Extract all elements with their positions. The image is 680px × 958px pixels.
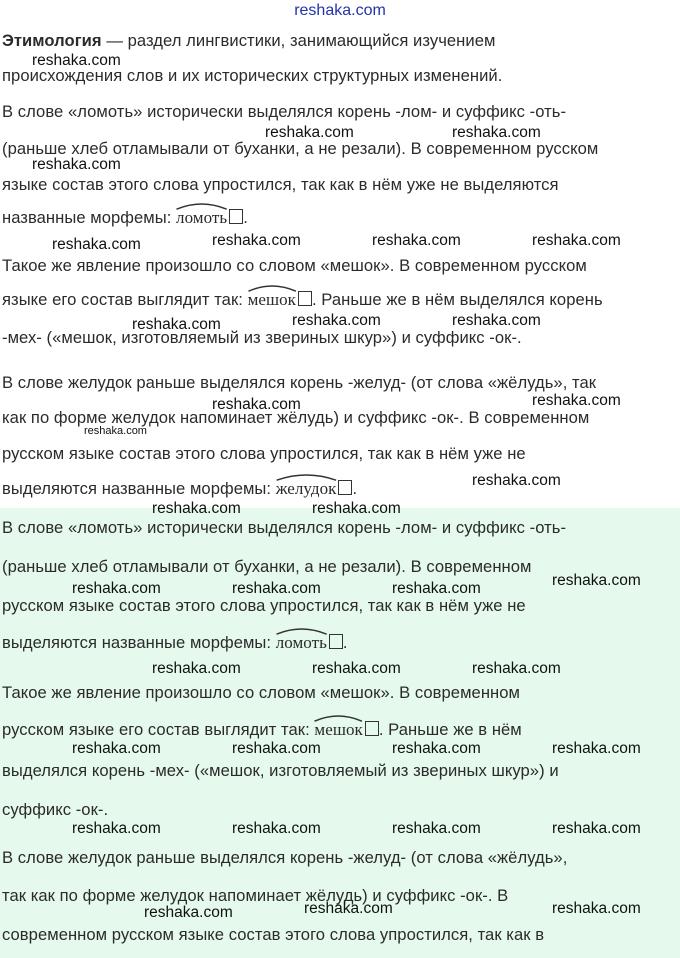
ending-box-icon (229, 209, 243, 224)
watermark: reshaka.com (232, 580, 321, 597)
text-span: . Раньше же в нём (378, 720, 522, 739)
watermark: reshaka.com (372, 232, 461, 249)
watermark: reshaka.com (552, 740, 641, 757)
watermark: reshaka.com (392, 740, 481, 757)
watermark: reshaka.com (212, 396, 301, 413)
text-line: В слове желудок раньше выделялся корень -желуд- (от слова «жёлудь», (2, 848, 568, 867)
text-line: суффикс -ок-. (2, 800, 109, 819)
watermark: reshaka.com (152, 500, 241, 517)
ending-box-icon (338, 480, 352, 495)
ending-box-icon (329, 634, 343, 649)
watermark: reshaka.com (552, 572, 641, 589)
text-span: . (352, 479, 358, 498)
text-span: русском языке его состав выглядит так: (2, 720, 315, 739)
site-header[interactable]: reshaka.com (294, 2, 386, 19)
watermark: reshaka.com (472, 660, 561, 677)
text-line: В слове «ломоть» исторически выделялся корень -лом- и суффикс -оть- (2, 518, 567, 537)
text-line: Такое же явление произошло со словом «мешок». В современном (2, 683, 520, 702)
watermark: reshaka.com (232, 740, 321, 757)
watermark: reshaka.com (452, 124, 541, 141)
watermark: reshaka.com (152, 660, 241, 677)
text-line: русском языке состав этого слова упростился, так как в нём уже не (2, 596, 526, 615)
text-line (2, 479, 357, 499)
watermark: reshaka.com (84, 425, 147, 437)
watermark: reshaka.com (32, 156, 121, 173)
ending-box-icon (365, 721, 379, 736)
watermark: reshaka.com (452, 312, 541, 329)
watermark: reshaka.com (312, 660, 401, 677)
text-line (2, 720, 522, 740)
word-text: мешок (314, 720, 363, 739)
text-span: названные морфемы: (2, 208, 177, 227)
text-line (2, 31, 495, 51)
text-span: . Раньше же в нём выделялся корень (311, 290, 603, 309)
watermark: reshaka.com (392, 820, 481, 837)
text-span: . (342, 633, 348, 652)
word-text: ломоть (275, 633, 327, 652)
text-line: современном русском языке состав этого слова упростился, так как в (2, 925, 545, 944)
text-line (2, 290, 603, 310)
text-line: В слове желудок раньше выделялся корень -желуд- (от слова «жёлудь», так (2, 373, 597, 392)
text-line (2, 633, 348, 653)
watermark: reshaka.com (52, 236, 141, 253)
watermark: reshaka.com (304, 900, 393, 917)
watermark: reshaka.com (265, 124, 354, 141)
root-arc-icon (276, 473, 337, 481)
word-text: мешок (247, 290, 296, 309)
word-text: ломоть (176, 208, 228, 227)
watermark: reshaka.com (392, 580, 481, 597)
text-line: происхождения слов и их исторических структурных изменений. (2, 66, 503, 85)
root-arc-icon (176, 202, 227, 210)
text-span: . (243, 208, 248, 227)
watermark: reshaka.com (532, 392, 621, 409)
watermark: reshaka.com (72, 740, 161, 757)
root-arc-icon (314, 714, 362, 722)
morpheme-word-meshok (248, 290, 296, 310)
text-line: (раньше хлеб отламывали от буханки, а не резали). В современном (2, 557, 532, 576)
watermark: reshaka.com (72, 580, 161, 597)
watermark: reshaka.com (312, 500, 401, 517)
text-line: языке состав этого слова упростился, так как в нём уже не выделяются (2, 175, 559, 194)
text-span: выделяются названные морфемы: (2, 633, 276, 652)
text-span: выделяются названные морфемы: (2, 479, 276, 498)
text-line (2, 208, 248, 228)
text-span: языке его состав выглядит так: (2, 290, 248, 309)
watermark: reshaka.com (144, 904, 233, 921)
text-line: так как по форме желудок напоминает жёлудь) и суффикс -ок-. В (2, 886, 509, 905)
text-line: -мех- («мешок, изготовляемый из звериных шкур») и суффикс -ок-. (2, 328, 522, 347)
morpheme-word-meshok (314, 720, 362, 740)
text-line: Такое же явление произошло со словом «мешок». В современном русском (2, 256, 587, 275)
watermark: reshaka.com (132, 316, 221, 333)
word-text: желудок (275, 479, 337, 498)
watermark: reshaka.com (532, 232, 621, 249)
text-line: русском языке состав этого слова упростился, так как в нём уже не (2, 444, 526, 463)
term-etymology: Этимология (2, 31, 102, 50)
watermark: reshaka.com (292, 312, 381, 329)
ending-box-icon (298, 291, 312, 306)
watermark: reshaka.com (72, 820, 161, 837)
watermark: reshaka.com (232, 820, 321, 837)
text-line: выделялся корень -мех- («мешок, изготовляемый из звериных шкур») и (2, 761, 559, 780)
text-line: В слове «ломоть» исторически выделялся корень -лом- и суффикс -оть- (2, 102, 567, 121)
watermark: reshaka.com (212, 232, 301, 249)
watermark: reshaka.com (32, 52, 121, 69)
watermark: reshaka.com (552, 820, 641, 837)
text-span: — раздел лингвистики, занимающийся изучением (101, 31, 496, 50)
text-line: (раньше хлеб отламывали от буханки, а не резали). В современном русском (2, 139, 599, 158)
root-arc-icon (276, 627, 327, 635)
watermark: reshaka.com (472, 472, 561, 489)
morpheme-word-lomot (176, 208, 227, 228)
morpheme-word-lomot (276, 633, 327, 653)
watermark: reshaka.com (552, 900, 641, 917)
root-arc-icon (248, 284, 296, 292)
text-line: как по форме желудок напоминает жёлудь) и суффикс -ок-. В современном (2, 408, 590, 427)
morpheme-word-zheludok (276, 479, 337, 499)
